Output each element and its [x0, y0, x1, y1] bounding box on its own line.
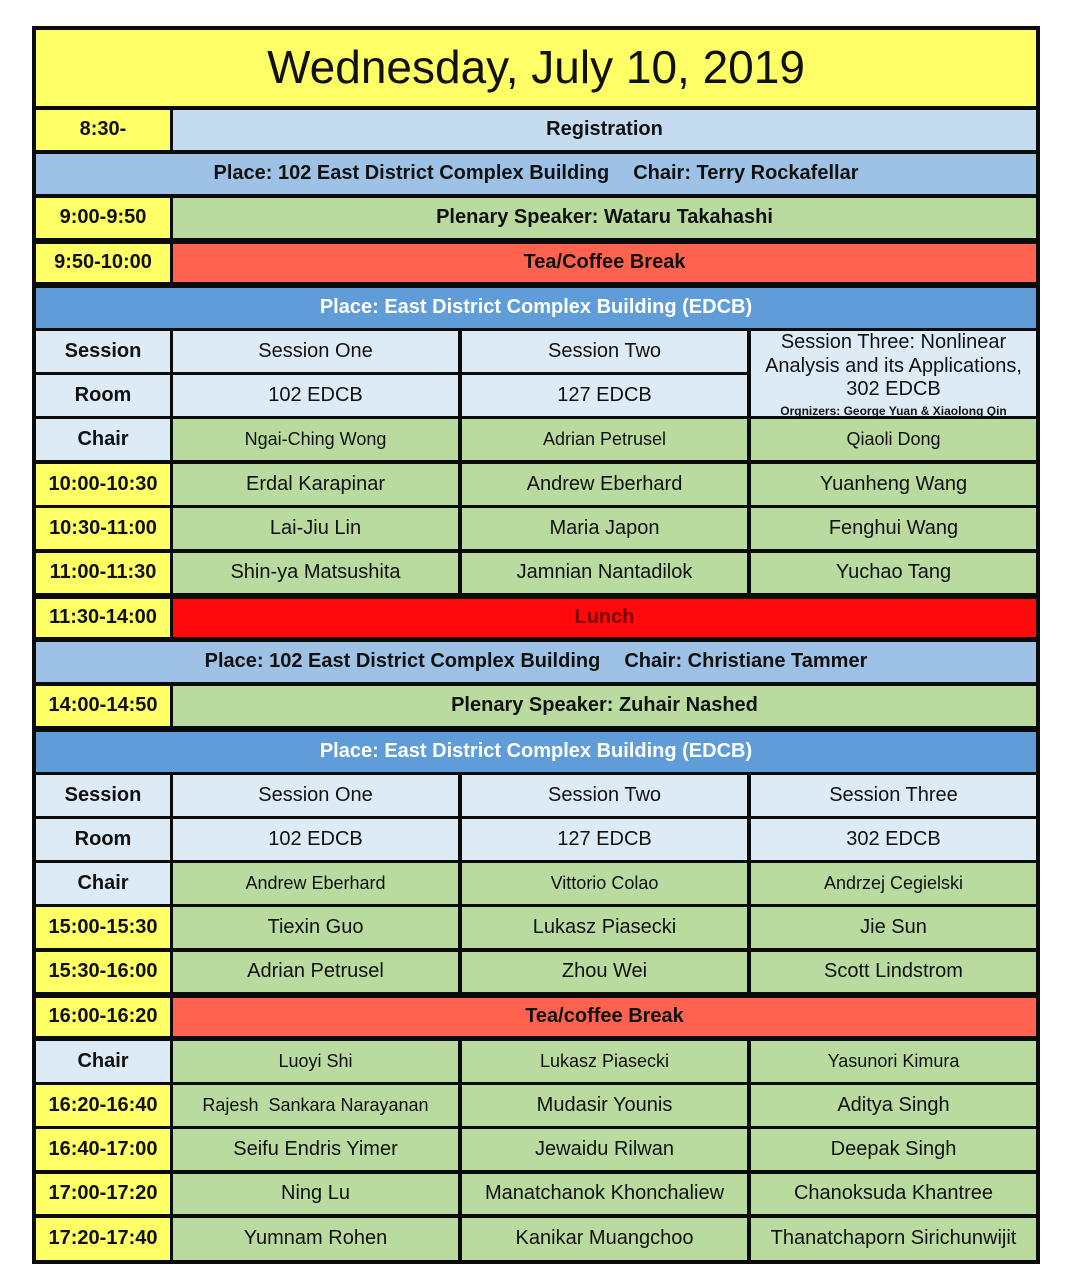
room-cell: 127 EDCB: [462, 375, 747, 416]
chair-cell: Andrew Eberhard: [173, 863, 458, 904]
chair-text: Chair: Christiane Tammer: [624, 650, 868, 673]
chair-cell: Vittorio Colao: [462, 863, 747, 904]
speaker-cell: Chanoksuda Khantree: [751, 1174, 1036, 1214]
place-banner: Place: East District Complex Building (EDCB): [36, 288, 1036, 328]
session-label: Session: [36, 331, 170, 372]
time-cell: 10:00-10:30: [36, 464, 170, 505]
speaker-cell: Jamnian Nantadilok: [462, 553, 747, 593]
place-text: Place: 102 East District Complex Building: [204, 650, 601, 673]
session-one-header: Session One: [173, 331, 458, 372]
speaker-cell: Lai-Jiu Lin: [173, 508, 458, 549]
session-three-line2: Analysis and its Applications,: [765, 354, 1022, 377]
speaker-cell: Thanatchaporn Sirichunwijit: [751, 1218, 1036, 1260]
speaker-cell: Mudasir Younis: [462, 1085, 747, 1126]
speaker-cell: Jie Sun: [751, 907, 1036, 948]
time-cell: 11:30-14:00: [36, 599, 170, 637]
session-three-line3: 302 EDCB: [846, 378, 941, 401]
place-chair-banner: [36, 642, 1036, 682]
speaker-cell: Rajesh Sankara Narayanan: [173, 1085, 458, 1126]
page-title: Wednesday, July 10, 2019: [36, 30, 1036, 106]
speaker-cell: Yumnam Rohen: [173, 1218, 458, 1260]
time-cell: 17:00-17:20: [36, 1174, 170, 1214]
time-cell: 16:40-17:00: [36, 1129, 170, 1170]
speaker-cell: Kanikar Muangchoo: [462, 1218, 747, 1260]
chair-cell: Lukasz Piasecki: [462, 1041, 747, 1082]
speaker-cell: Ning Lu: [173, 1174, 458, 1214]
chair-cell: Andrzej Cegielski: [751, 863, 1036, 904]
room-label: Room: [36, 819, 170, 860]
room-cell: 127 EDCB: [462, 819, 747, 860]
speaker-cell: Yuanheng Wang: [751, 464, 1036, 505]
speaker-cell: Yuchao Tang: [751, 553, 1036, 593]
speaker-cell: Maria Japon: [462, 508, 747, 549]
session-two-header: Session Two: [462, 775, 747, 816]
plenary-speaker-cell: Plenary Speaker: Zuhair Nashed: [173, 686, 1036, 726]
chair-label: Chair: [36, 1041, 170, 1082]
time-cell: 9:00-9:50: [36, 198, 170, 238]
session-three-header: Session Three: [751, 775, 1036, 816]
time-cell: 15:00-15:30: [36, 907, 170, 948]
time-cell: 16:00-16:20: [36, 998, 170, 1036]
place-banner: Place: East District Complex Building (EDCB): [36, 732, 1036, 772]
chair-label: Chair: [36, 419, 170, 460]
plenary-speaker-cell: Plenary Speaker: Wataru Takahashi: [173, 198, 1036, 238]
speaker-cell: Deepak Singh: [751, 1129, 1036, 1170]
time-cell: 17:20-17:40: [36, 1218, 170, 1260]
session-three-organizers: Orgnizers: George Yuan & Xiaolong Qin: [780, 403, 1007, 418]
time-cell: 10:30-11:00: [36, 508, 170, 549]
chair-cell: Qiaoli Dong: [751, 419, 1036, 460]
lunch-cell: Lunch: [173, 599, 1036, 637]
break-cell: Tea/Coffee Break: [173, 244, 1036, 282]
session-three-line1: Session Three: Nonlinear: [780, 331, 1007, 354]
room-cell: 102 EDCB: [173, 375, 458, 416]
chair-cell: Ngai-Ching Wong: [173, 419, 458, 460]
time-cell: 11:00-11:30: [36, 553, 170, 593]
time-cell: 8:30-: [36, 110, 170, 150]
speaker-cell: Aditya Singh: [751, 1085, 1036, 1126]
room-label: Room: [36, 375, 170, 416]
chair-label: Chair: [36, 863, 170, 904]
speaker-cell: Seifu Endris Yimer: [173, 1129, 458, 1170]
chair-cell: Adrian Petrusel: [462, 419, 747, 460]
time-cell: 9:50-10:00: [36, 244, 170, 282]
speaker-cell: Tiexin Guo: [173, 907, 458, 948]
speaker-cell: Jewaidu Rilwan: [462, 1129, 747, 1170]
room-cell: 302 EDCB: [751, 819, 1036, 860]
registration-cell: Registration: [173, 110, 1036, 150]
speaker-cell: Zhou Wei: [462, 952, 747, 992]
speaker-cell: Andrew Eberhard: [462, 464, 747, 505]
speaker-cell: Shin-ya Matsushita: [173, 553, 458, 593]
speaker-cell: Fenghui Wang: [751, 508, 1036, 549]
place-chair-banner: [36, 154, 1036, 194]
speaker-cell: Manatchanok Khonchaliew: [462, 1174, 747, 1214]
break-cell: Tea/coffee Break: [173, 998, 1036, 1036]
time-cell: 14:00-14:50: [36, 686, 170, 726]
chair-cell: Luoyi Shi: [173, 1041, 458, 1082]
time-cell: 15:30-16:00: [36, 952, 170, 992]
session-three-header: [751, 331, 1036, 416]
session-label: Session: [36, 775, 170, 816]
time-cell: 16:20-16:40: [36, 1085, 170, 1126]
speaker-cell: Erdal Karapinar: [173, 464, 458, 505]
chair-cell: Yasunori Kimura: [751, 1041, 1036, 1082]
place-text: Place: 102 East District Complex Building: [213, 162, 610, 185]
session-two-header: Session Two: [462, 331, 747, 372]
speaker-cell: Scott Lindstrom: [751, 952, 1036, 992]
session-one-header: Session One: [173, 775, 458, 816]
speaker-cell: Lukasz Piasecki: [462, 907, 747, 948]
room-cell: 102 EDCB: [173, 819, 458, 860]
speaker-cell: Adrian Petrusel: [173, 952, 458, 992]
chair-text: Chair: Terry Rockafellar: [633, 162, 859, 185]
schedule-table: [32, 26, 1040, 1264]
